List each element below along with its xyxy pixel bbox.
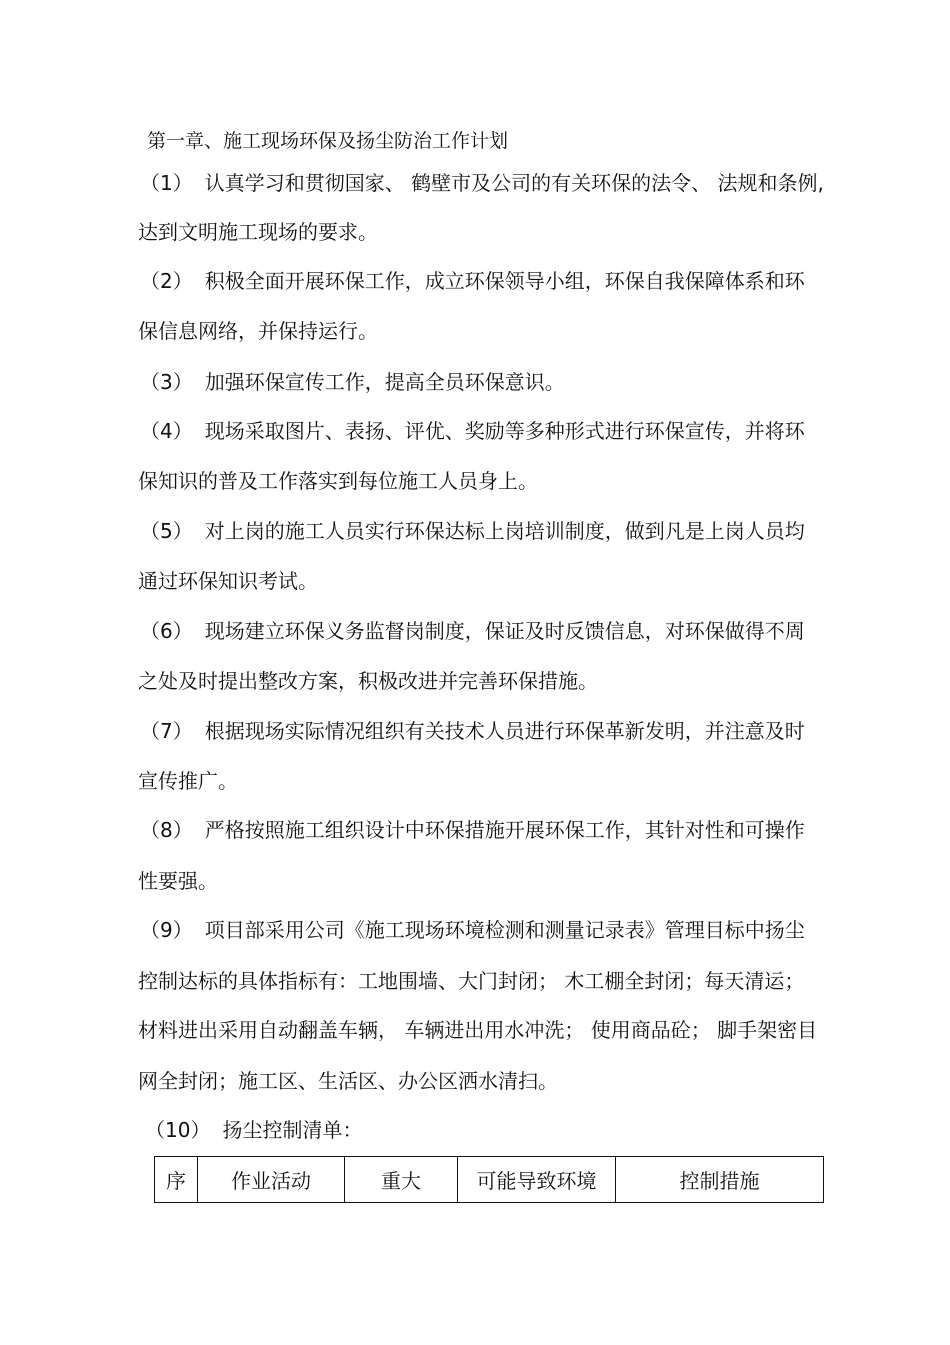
- item-9-continuation-2: 材料进出采用自动翻盖车辆， 车辆进出用水冲洗； 使用商品砼； 脚手架密目: [138, 1018, 818, 1042]
- item-text: 积极全面开展环保工作，成立环保领导小组，环保自我保障体系和环: [204, 269, 805, 293]
- list-item-6: [140, 616, 805, 646]
- list-item-5: [140, 516, 805, 546]
- dust-control-table: [154, 1156, 824, 1203]
- list-item-8: [140, 815, 805, 845]
- item-number: （4）: [140, 419, 193, 443]
- item-2-continuation: 保信息网络，并保持运行。: [138, 319, 378, 343]
- item-text: 项目部采用公司《施工现场环境检测和测量记录表》管理目标中扬尘: [204, 918, 805, 942]
- chapter-title: 第一章、施工现场环保及扬尘防治工作计划: [147, 130, 509, 152]
- item-number: （7）: [140, 719, 193, 743]
- item-number: （1）: [140, 171, 193, 195]
- item-8-continuation: 性要强。: [138, 869, 218, 893]
- column-header-activity: 作业活动: [198, 1157, 345, 1203]
- column-header-major: 重大: [345, 1157, 458, 1203]
- item-text: 现场建立环保义务监督岗制度，保证及时反馈信息，对环保做得不周: [204, 619, 805, 643]
- item-1-continuation: 达到文明施工现场的要求。: [138, 220, 378, 244]
- item-number: （6）: [140, 619, 193, 643]
- item-9-continuation-1: 控制达标的具体指标有：工地围墙、大门封闭； 木工棚全封闭；每天清运；: [138, 969, 805, 993]
- item-number: （9）: [140, 918, 193, 942]
- item-text: 认真学习和贯彻国家、 鹤壁市及公司的有关环保的法令、 法规和条例,: [204, 171, 824, 195]
- column-header-impact: 可能导致环境: [458, 1157, 616, 1203]
- item-text: 严格按照施工组织设计中环保措施开展环保工作，其针对性和可操作: [204, 818, 805, 842]
- list-item-4: [140, 416, 805, 446]
- item-number: （8）: [140, 818, 193, 842]
- item-6-continuation: 之处及时提出整改方案，积极改进并完善环保措施。: [138, 669, 598, 693]
- item-text: 根据现场实际情况组织有关技术人员进行环保革新发明，并注意及时: [204, 719, 805, 743]
- list-item-7: [140, 716, 805, 746]
- item-9-continuation-3: 网全封闭；施工区、生活区、办公区洒水清扫。: [138, 1069, 558, 1093]
- list-item-9: [140, 915, 805, 945]
- column-header-measures: 控制措施: [616, 1157, 824, 1203]
- list-item-1: [140, 168, 824, 198]
- item-number: （10）: [145, 1118, 211, 1142]
- column-header-seq: 序: [155, 1157, 198, 1203]
- item-number: （3）: [140, 370, 193, 394]
- list-item-10: [145, 1115, 362, 1145]
- item-5-continuation: 通过环保知识考试。: [138, 569, 318, 593]
- item-number: （2）: [140, 269, 193, 293]
- item-4-continuation: 保知识的普及工作落实到每位施工人员身上。: [138, 469, 538, 493]
- item-text: 加强环保宣传工作，提高全员环保意识。: [204, 370, 565, 394]
- item-7-continuation: 宣传推广。: [138, 769, 238, 793]
- list-item-2: [140, 266, 805, 296]
- item-text: 扬尘控制清单：: [222, 1118, 363, 1142]
- item-text: 现场采取图片、表扬、评优、奖励等多种形式进行环保宣传，并将环: [204, 419, 805, 443]
- item-number: （5）: [140, 519, 193, 543]
- table-header-row: [155, 1157, 824, 1203]
- list-item-3: [140, 367, 565, 397]
- item-text: 对上岗的施工人员实行环保达标上岗培训制度，做到凡是上岗人员均: [204, 519, 805, 543]
